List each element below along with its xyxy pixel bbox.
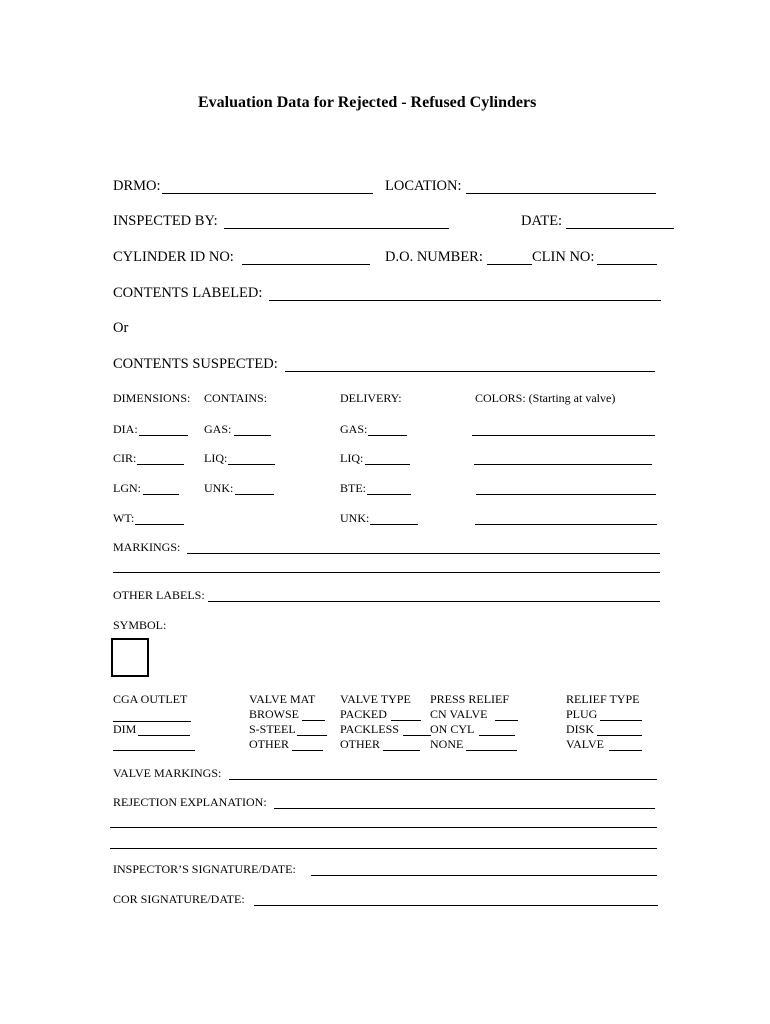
valve-type-packed-field[interactable] [391, 720, 421, 721]
cga-dim-label: DIM [113, 722, 137, 736]
rejection-explanation-line-3[interactable] [110, 848, 657, 849]
delivery-liq-field[interactable] [365, 464, 410, 465]
color-field-2[interactable] [474, 464, 652, 465]
or-label: Or [113, 320, 129, 336]
rejection-explanation-label: REJECTION EXPLANATION: [113, 795, 267, 809]
valve-type-packless-label: PACKLESS [340, 722, 399, 736]
valve-type-header: VALVE TYPE [340, 692, 411, 706]
date-field[interactable] [566, 228, 674, 229]
press-relief-on-cyl-field[interactable] [479, 735, 515, 736]
relief-type-valve-field[interactable] [609, 750, 642, 751]
markings-field[interactable] [187, 553, 660, 554]
valve-mat-other-label: OTHER [249, 737, 289, 751]
press-relief-cn-valve-field[interactable] [495, 720, 518, 721]
cylinder-id-label: CYLINDER ID NO: [113, 249, 234, 265]
valve-type-packless-field[interactable] [403, 735, 431, 736]
valve-type-other-field[interactable] [383, 750, 420, 751]
cga-outlet-header: CGA OUTLET [113, 692, 188, 706]
relief-type-plug-field[interactable] [600, 720, 642, 721]
dimensions-header: DIMENSIONS: [113, 391, 191, 405]
delivery-unk-field[interactable] [370, 524, 418, 525]
valve-mat-browse-label: BROWSE [249, 707, 300, 721]
cylinder-id-field[interactable] [242, 264, 370, 265]
contains-liq-field[interactable] [228, 464, 275, 465]
valve-mat-header: VALVE MAT [249, 692, 316, 706]
location-label: LOCATION: [385, 178, 462, 194]
delivery-bte-field[interactable] [367, 494, 411, 495]
wt-field[interactable] [135, 524, 184, 525]
press-relief-none-field[interactable] [466, 750, 517, 751]
contents-suspected-label: CONTENTS SUSPECTED: [113, 356, 278, 372]
contents-suspected-field[interactable] [285, 371, 655, 372]
color-field-1[interactable] [472, 435, 655, 436]
cga-dim-field[interactable] [138, 735, 190, 736]
contains-gas-field[interactable] [234, 435, 271, 436]
date-label: DATE: [521, 213, 563, 229]
inspected-by-field[interactable] [224, 228, 449, 229]
cga-extra-field[interactable] [113, 750, 195, 751]
contents-labeled-label: CONTENTS LABELED: [113, 285, 263, 301]
valve-type-packed-label: PACKED [340, 707, 387, 721]
delivery-gas-field[interactable] [368, 435, 407, 436]
delivery-liq-label: LIQ: [340, 451, 364, 465]
dia-label: DIA: [113, 422, 138, 436]
valve-markings-field[interactable] [229, 779, 657, 780]
delivery-gas-label: GAS: [340, 422, 368, 436]
valve-type-other-label: OTHER [340, 737, 380, 751]
colors-header: COLORS: (Starting at valve) [475, 391, 616, 405]
contains-header: CONTAINS: [204, 391, 268, 405]
relief-type-header: RELIEF TYPE [566, 692, 640, 706]
valve-mat-other-field[interactable] [292, 750, 323, 751]
other-labels-label: OTHER LABELS: [113, 588, 205, 602]
relief-type-disk-label: DISK [566, 722, 595, 736]
do-number-field[interactable] [487, 264, 532, 265]
rejection-explanation-line-2[interactable] [110, 827, 657, 828]
color-field-4[interactable] [475, 524, 657, 525]
relief-type-valve-label: VALVE [566, 737, 605, 751]
press-relief-on-cyl-label: ON CYL [430, 722, 475, 736]
valve-mat-browse-field[interactable] [302, 720, 325, 721]
cir-field[interactable] [137, 464, 184, 465]
do-number-label: D.O. NUMBER: [385, 249, 483, 265]
press-relief-header: PRESS RELIEF [430, 692, 510, 706]
cor-signature-field[interactable] [254, 905, 658, 906]
inspector-signature-field[interactable] [311, 875, 657, 876]
delivery-unk-label: UNK: [340, 511, 370, 525]
contains-gas-label: GAS: [204, 422, 232, 436]
inspector-signature-label: INSPECTOR’S SIGNATURE/DATE: [113, 862, 296, 876]
rejection-explanation-field[interactable] [274, 808, 655, 809]
contains-unk-label: UNK: [204, 481, 234, 495]
press-relief-cn-valve-label: CN VALVE [430, 707, 488, 721]
contents-labeled-field[interactable] [269, 300, 661, 301]
dia-field[interactable] [139, 435, 188, 436]
delivery-bte-label: BTE: [340, 481, 366, 495]
relief-type-disk-field[interactable] [597, 735, 642, 736]
clin-label: CLIN NO: [532, 249, 595, 265]
valve-mat-steel-field[interactable] [297, 735, 327, 736]
other-labels-field[interactable] [208, 601, 660, 602]
markings-field-line-2[interactable] [113, 572, 660, 573]
drmo-field[interactable] [162, 193, 373, 194]
delivery-header: DELIVERY: [340, 391, 402, 405]
relief-type-plug-label: PLUG [566, 707, 598, 721]
cir-label: CIR: [113, 451, 137, 465]
location-field[interactable] [466, 193, 656, 194]
symbol-label: SYMBOL: [113, 618, 167, 632]
lgn-field[interactable] [143, 494, 179, 495]
color-field-3[interactable] [476, 494, 656, 495]
contains-unk-field[interactable] [235, 494, 274, 495]
contains-liq-label: LIQ: [204, 451, 228, 465]
valve-mat-steel-label: S-STEEL [249, 722, 296, 736]
symbol-box[interactable] [111, 638, 149, 677]
clin-field[interactable] [597, 264, 657, 265]
inspected-by-label: INSPECTED BY: [113, 213, 218, 229]
valve-markings-label: VALVE MARKINGS: [113, 766, 222, 780]
press-relief-none-label: NONE [430, 737, 464, 751]
form-title: Evaluation Data for Rejected - Refused Cylinders [198, 94, 537, 111]
cor-signature-label: COR SIGNATURE/DATE: [113, 892, 245, 906]
wt-label: WT: [113, 511, 135, 525]
lgn-label: LGN: [113, 481, 141, 495]
markings-label: MARKINGS: [113, 540, 181, 554]
drmo-label: DRMO: [113, 178, 161, 194]
